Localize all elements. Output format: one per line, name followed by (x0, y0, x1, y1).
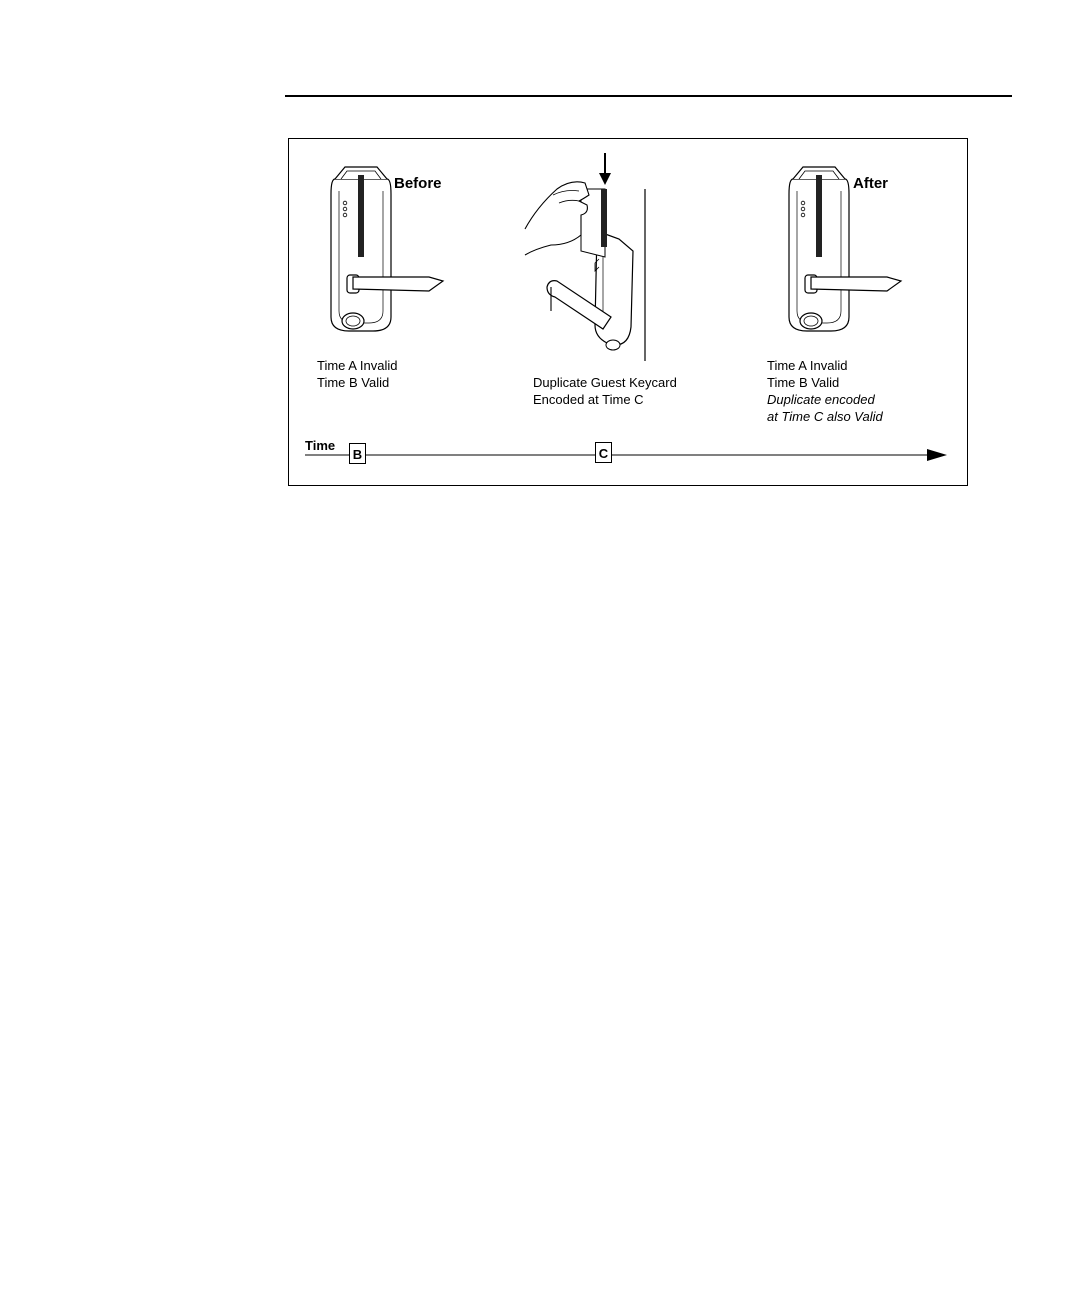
after-caption-line-3: Duplicate encoded (767, 392, 875, 407)
before-caption-line-2: Time B Valid (317, 375, 390, 390)
keycard-timing-figure (288, 138, 968, 486)
after-caption-line-4: at Time C also Valid (767, 409, 883, 424)
middle-caption-line-2: Encoded at Time C (533, 392, 644, 407)
header-rule (285, 95, 1012, 97)
after-caption-line-2: Time B Valid (767, 375, 840, 390)
after-caption-line-1: Time A Invalid (767, 358, 848, 373)
before-heading: Before (394, 175, 442, 192)
timeline-marker-b: B (349, 443, 366, 464)
keycard-insertion-illustration (525, 153, 645, 361)
after-heading: After (853, 175, 889, 192)
middle-caption-line-1: Duplicate Guest Keycard (533, 375, 677, 390)
before-caption-line-1: Time A Invalid (317, 358, 398, 373)
timeline-arrow (305, 449, 947, 461)
timeline-marker-c: C (595, 442, 612, 463)
timeline-label: Time (305, 438, 336, 453)
